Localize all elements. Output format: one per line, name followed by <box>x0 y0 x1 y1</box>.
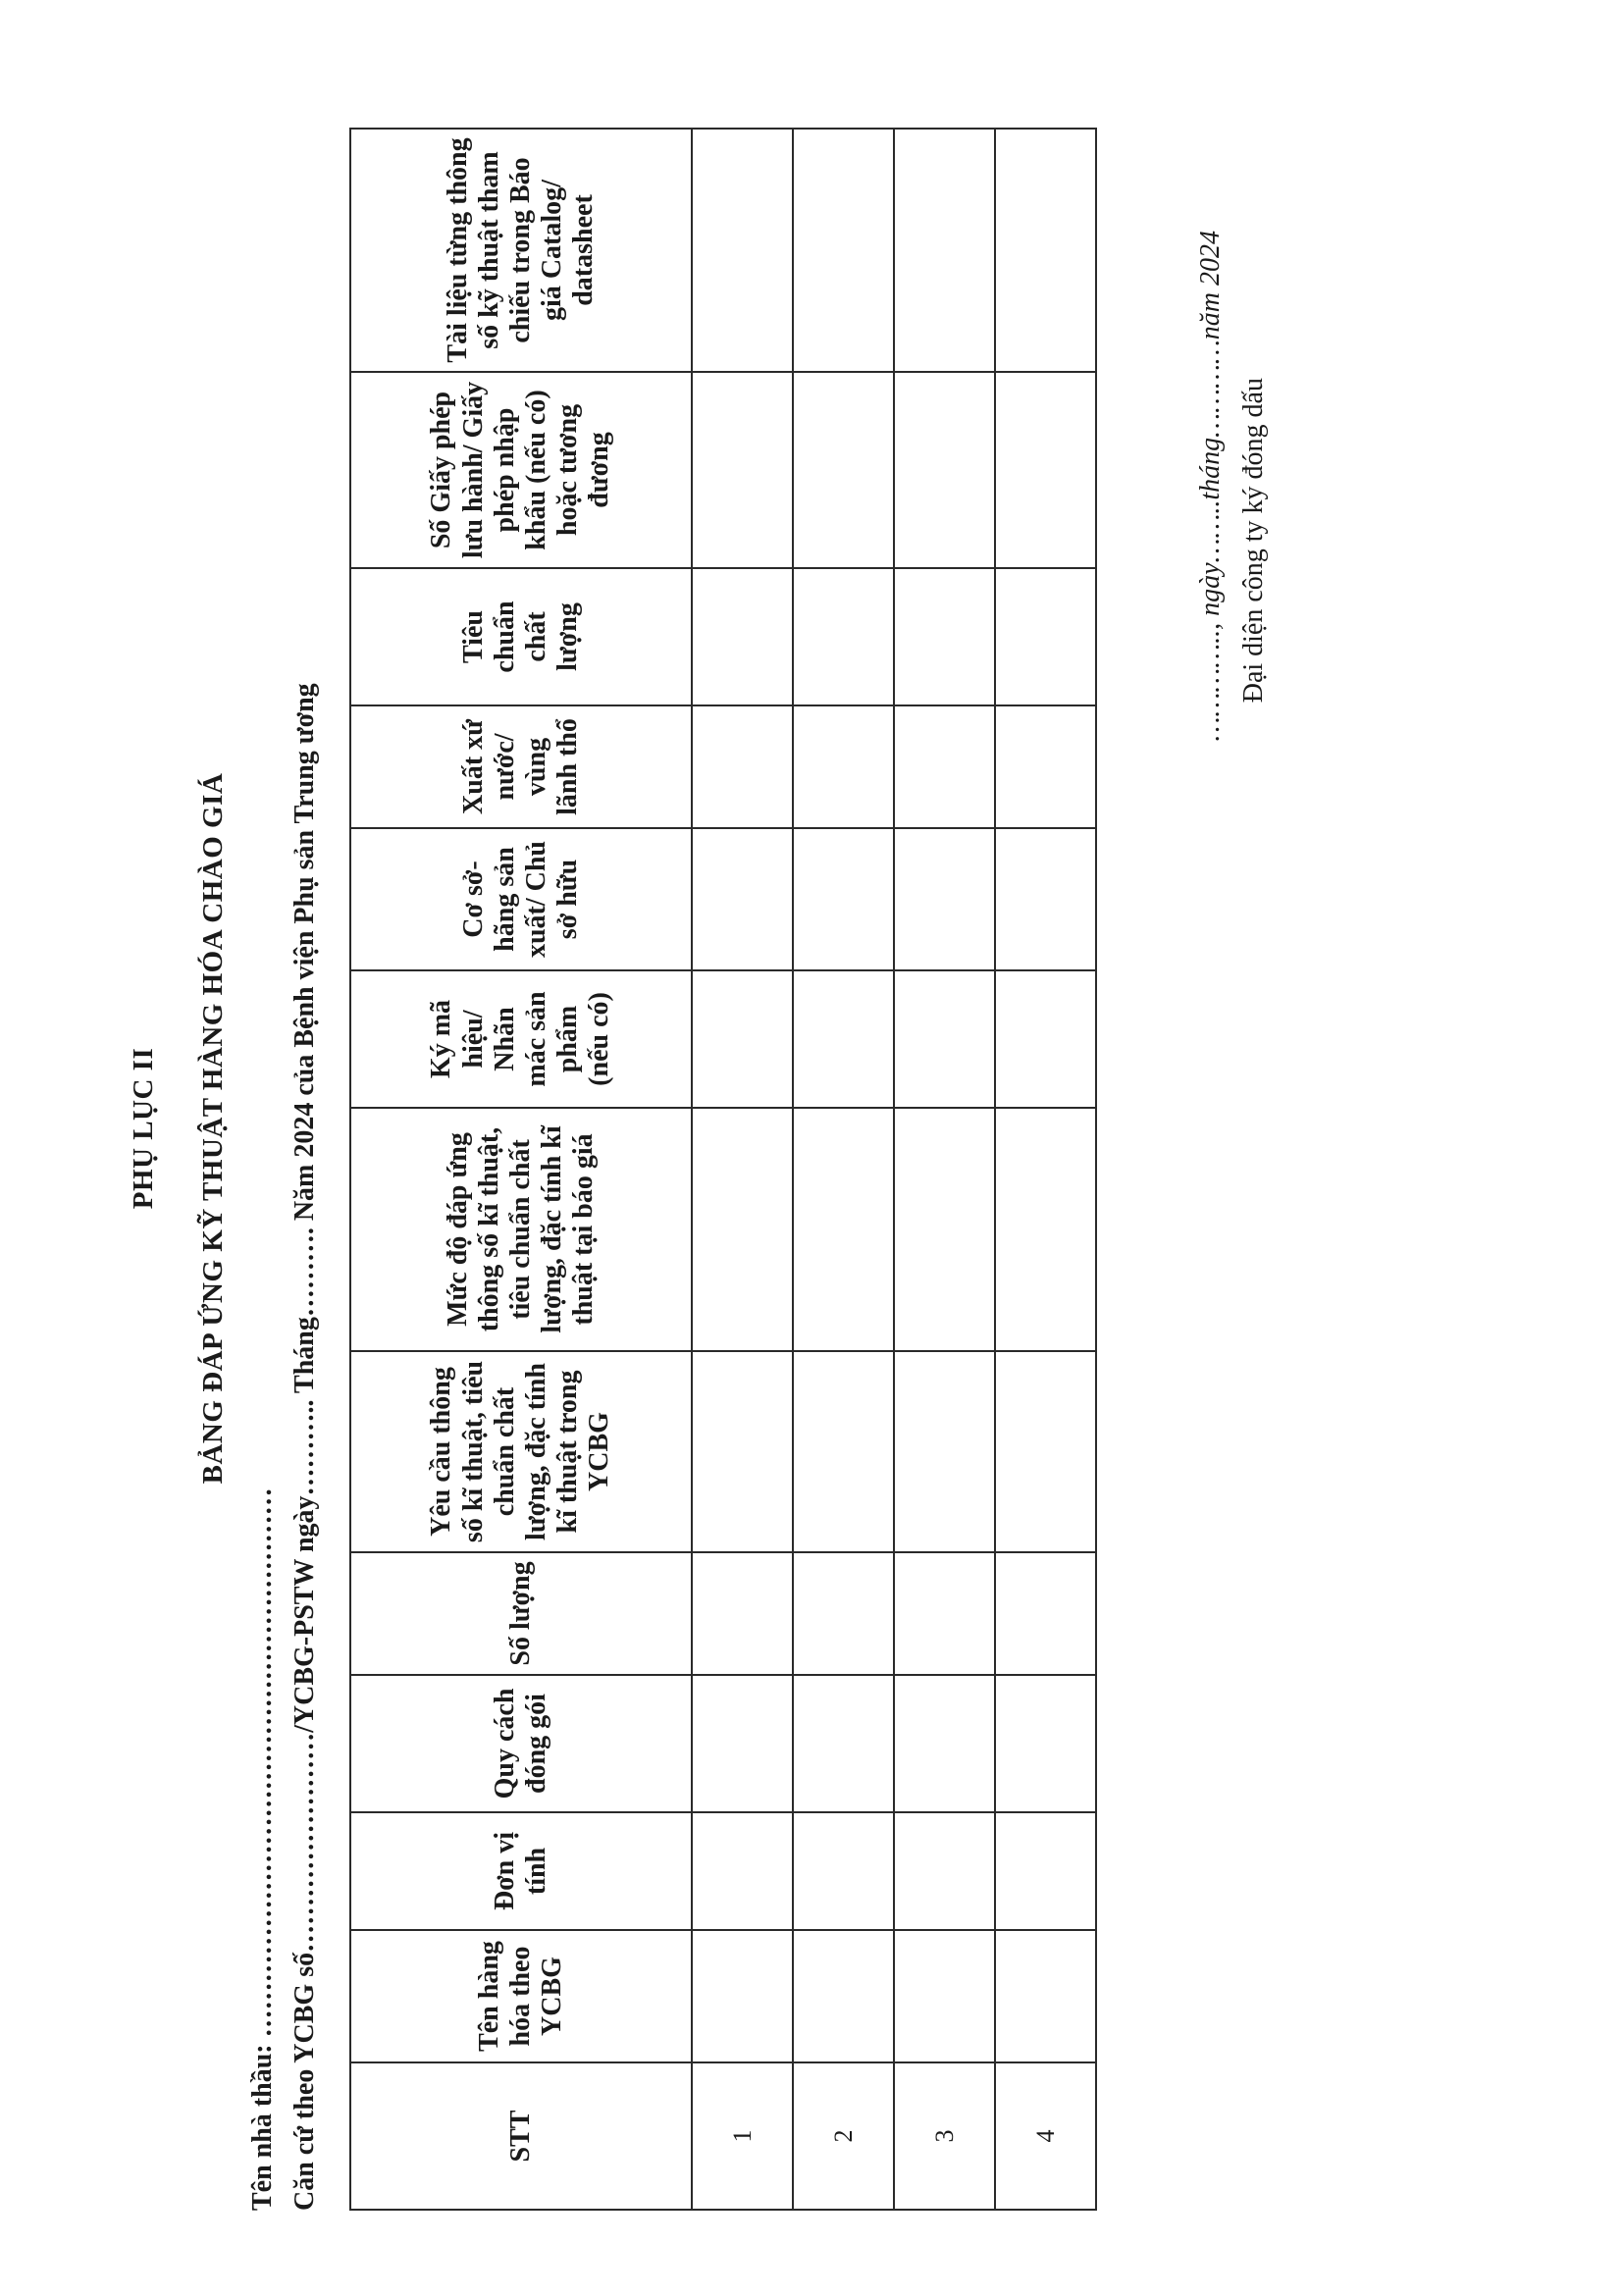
table-cell[interactable] <box>995 828 1096 970</box>
column-header-technical-requirements: Yêu cầu thông số kĩ thuật, tiêu chuẩn chất lượng, đặc tính kĩ thuật trong YCBG <box>350 1351 692 1552</box>
table-cell[interactable] <box>995 1552 1096 1675</box>
column-header-quality-standard: Tiêu chuẩn chất lượng <box>350 568 692 705</box>
contractor-name-line: Tên nhà thầu: …………………………………………………… <box>247 1487 278 2211</box>
column-header-stt: STT <box>350 2062 692 2210</box>
table-cell[interactable] <box>692 1351 793 1552</box>
column-header-unit: Đơn vị tính <box>350 1812 692 1930</box>
table-cell[interactable] <box>894 568 995 705</box>
table-cell[interactable] <box>995 1675 1096 1812</box>
table-cell[interactable] <box>793 828 894 970</box>
table-row <box>793 129 894 2210</box>
column-header-item-name: Tên hàng hóa theo YCBG <box>350 1930 692 2062</box>
table-cell[interactable] <box>894 129 995 372</box>
appendix-title: PHỤ LỤC II <box>128 1047 159 1210</box>
table-cell[interactable] <box>793 372 894 568</box>
column-header-compliance-level: Mức độ đáp ứng thông số kĩ thuật, tiêu chuẩn chất lượng, đặc tính kĩ thuật tại báo giá <box>350 1108 692 1351</box>
table-cell[interactable] <box>793 1812 894 1930</box>
table-cell[interactable] <box>793 1675 894 1812</box>
table-cell[interactable] <box>692 1108 793 1351</box>
table-cell[interactable] <box>995 129 1096 372</box>
technical-response-table-wrapper <box>349 128 1097 2211</box>
technical-response-table <box>349 128 1097 2211</box>
table-cell[interactable] <box>894 1108 995 1351</box>
table-cell[interactable] <box>692 1552 793 1675</box>
column-header-quantity: Số lượng <box>350 1552 692 1675</box>
column-header-origin: Xuất xứ nước/ vùng lãnh thổ <box>350 705 692 828</box>
table-cell[interactable] <box>793 1108 894 1351</box>
column-header-reference-documents: Tài liệu từng thông số kỹ thuật tham chiếu trong Báo giá Catalog/ datasheet <box>350 129 692 372</box>
table-cell[interactable] <box>793 568 894 705</box>
column-header-packaging: Quy cách đóng gói <box>350 1675 692 1812</box>
table-cell[interactable] <box>793 970 894 1108</box>
table-cell[interactable] <box>793 1930 894 2062</box>
table-cell[interactable] <box>793 1351 894 1552</box>
table-cell[interactable] <box>894 1675 995 1812</box>
table-cell[interactable] <box>793 705 894 828</box>
form-title: BẢNG ĐÁP ỨNG KỸ THUẬT HÀNG HÓA CHÀO GIÁ <box>197 772 229 1485</box>
row-number: 1 <box>692 2062 793 2210</box>
table-cell[interactable] <box>894 705 995 828</box>
basis-reference-line: Căn cứ theo YCBG số……………………/YCBG-PSTW ngày……….. Tháng………. Năm 2024 của Bệnh viện Phụ sản Trung ương <box>289 683 320 2211</box>
row-number: 4 <box>995 2062 1096 2210</box>
table-cell[interactable] <box>894 1812 995 1930</box>
table-cell[interactable] <box>692 705 793 828</box>
row-number: 2 <box>793 2062 894 2210</box>
table-cell[interactable] <box>995 705 1096 828</box>
table-cell[interactable] <box>692 1675 793 1812</box>
column-header-model-brand: Ký mã hiệu/ Nhãn mác sản phẩm (nếu có) <box>350 970 692 1108</box>
table-cell[interactable] <box>793 1552 894 1675</box>
table-cell[interactable] <box>692 1930 793 2062</box>
table-cell[interactable] <box>995 1351 1096 1552</box>
date-line: ………….., ngày……..tháng…………năm 2024 <box>1195 231 1226 742</box>
table-cell[interactable] <box>995 1108 1096 1351</box>
rotated-form-sheet <box>128 34 1393 2222</box>
signer-line: Đại diện công ty ký đóng dấu <box>1238 378 1269 704</box>
table-cell[interactable] <box>995 568 1096 705</box>
table-cell[interactable] <box>894 1930 995 2062</box>
table-cell[interactable] <box>894 970 995 1108</box>
table-cell[interactable] <box>995 1812 1096 1930</box>
table-cell[interactable] <box>692 1812 793 1930</box>
table-cell[interactable] <box>692 828 793 970</box>
table-cell[interactable] <box>995 1930 1096 2062</box>
table-cell[interactable] <box>894 372 995 568</box>
table-cell[interactable] <box>894 1351 995 1552</box>
table-header-row <box>350 129 692 2210</box>
table-cell[interactable] <box>995 372 1096 568</box>
column-header-license-number: Số Giấy phép lưu hành/ Giấy phép nhập khẩu (nếu có) hoặc tương đương <box>350 372 692 568</box>
table-cell[interactable] <box>692 970 793 1108</box>
table-row <box>995 129 1096 2210</box>
table-cell[interactable] <box>692 129 793 372</box>
table-row <box>894 129 995 2210</box>
row-number: 3 <box>894 2062 995 2210</box>
table-row <box>692 129 793 2210</box>
table-cell[interactable] <box>995 970 1096 1108</box>
table-cell[interactable] <box>793 129 894 372</box>
table-cell[interactable] <box>894 1552 995 1675</box>
table-cell[interactable] <box>692 372 793 568</box>
table-cell[interactable] <box>894 828 995 970</box>
table-cell[interactable] <box>692 568 793 705</box>
column-header-manufacturer: Cơ sở- hãng sản xuất/ Chủ sở hữu <box>350 828 692 970</box>
